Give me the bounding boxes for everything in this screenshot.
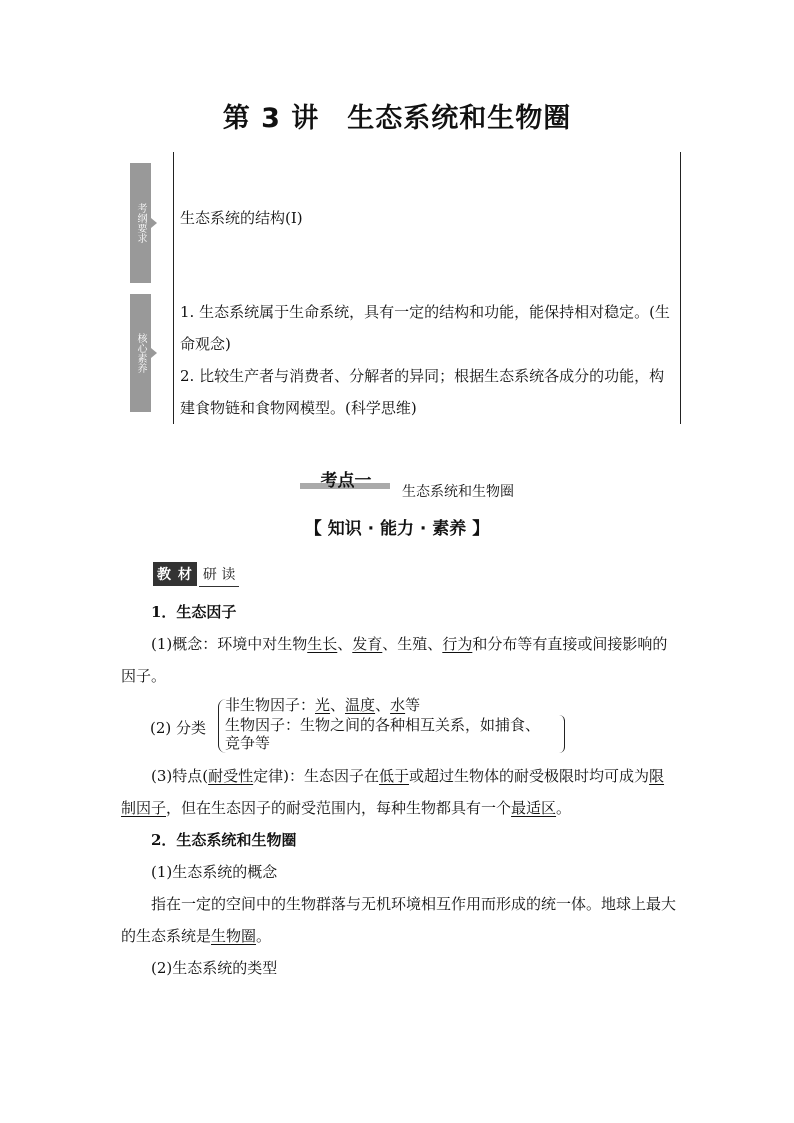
badge-study: 研 读 [199,562,239,587]
kaodian-subtitle: 生态系统和生物圈 [402,484,514,500]
abiotic-water: 水 [390,696,406,714]
badge-textbook: 教 材 [153,562,197,586]
abiotic-sep-1: 、 [330,696,346,714]
concept-text-b: 、 [337,635,353,653]
feat-limiting-factor: 限制因子 [121,767,665,817]
core-tag-arrow [151,348,157,358]
concept-behavior: 行为 [442,635,473,653]
abiotic-temperature: 温度 [345,696,376,714]
feat-text-a: (3)特点( [151,767,209,785]
concept-text-a: (1)概念：环境中对生物 [151,635,308,653]
concept-text-c: 、生殖、 [382,635,443,653]
requirements-tag: 考纲要求 [130,163,151,283]
feat-text-d: ，但在生态因子的耐受范围内，每种生物都具有一个 [166,799,512,817]
ecosystem-concept-heading: (1)生态系统的概念 [151,863,278,881]
core-tag: 核心素养 [130,294,151,412]
abiotic-label: 非生物因子： [225,696,316,714]
heading-ecosystem-biosphere: 2．生态系统和生物圈 [151,831,297,849]
feat-below: 低于 [378,767,409,785]
def-text-a: 指在一定的空间中的生物群落与无机环境相互作用而形成的统一体。地球上最大的生态系统是 [121,895,677,945]
features-paragraph-block [121,760,676,824]
ecosystem-definition [121,888,676,952]
kaodian-label: 考点一 [320,471,372,491]
heading-ecological-factors: 1．生态因子 [151,603,237,621]
abiotic-light: 光 [315,696,331,714]
feat-text-c: 或超过生物体的耐受极限时均可成为 [409,767,650,785]
page-title: 第 3 讲 生态系统和生物圈 [222,103,572,134]
right-brace [558,715,565,753]
classification-label: (2) 分类 [150,719,207,737]
requirements-text: 生态系统的结构(Ⅰ) [180,209,303,227]
feat-text-e: 。 [556,799,572,817]
abiotic-factors [225,695,420,715]
abiotic-end: 等 [405,696,421,714]
concept-growth: 生长 [307,635,338,653]
biotic-factors-line-1: 生物因子：生物之间的各种相互关系，如捕食、 [225,716,541,734]
features-paragraph [121,760,676,824]
feat-text-b: 定律)：生态因子在 [253,767,379,785]
def-text-b: 。 [256,927,272,945]
section-2 [121,824,676,984]
section-1 [121,596,676,692]
biotic-factors-line-2: 竞争等 [225,734,271,752]
table-left-border [173,152,174,424]
core-item-2: 2. 比较生产者与消费者、分解者的异同；根据生态系统各成分的功能，构建食物链和食物网模型。(科学思维) [180,367,665,417]
concept-paragraph [121,628,676,692]
feat-optimum-zone: 最适区 [511,799,557,817]
concept-development: 发育 [352,635,383,653]
section-heading: 【 知识 · 能力 · 素养 】 [304,519,490,539]
core-competencies [180,296,678,424]
def-biosphere: 生物圈 [211,927,257,945]
core-item-1: 1. 生态系统属于生命系统，具有一定的结构和功能，能保持相对稳定。(生命观念) [180,303,670,353]
ecosystem-types-heading: (2)生态系统的类型 [151,959,278,977]
requirements-tag-arrow [151,218,157,228]
table-right-border [680,152,681,424]
abiotic-sep-2: 、 [375,696,391,714]
feat-tolerance: 耐受性 [208,767,254,785]
concept-text-d: 和分布等有直接或间接影响的因子。 [121,635,668,685]
textbook-badge [153,562,239,586]
